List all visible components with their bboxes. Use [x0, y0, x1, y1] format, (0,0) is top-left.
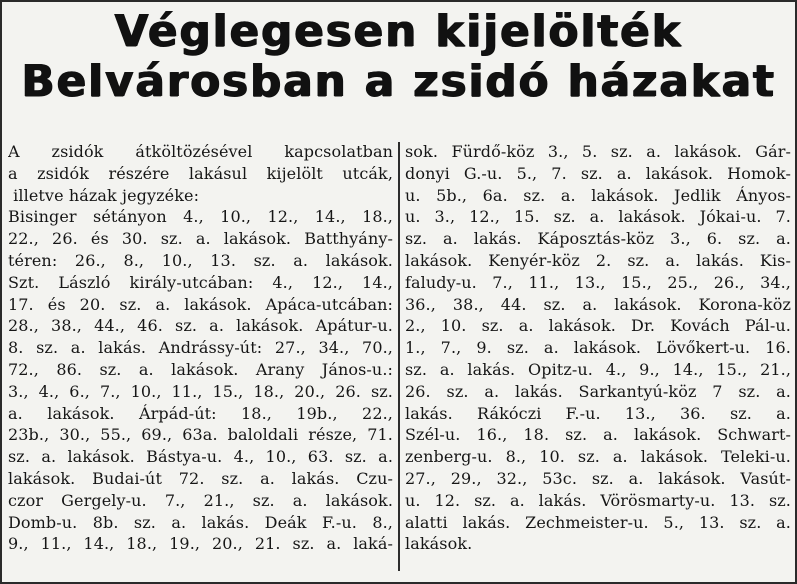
text-line: 2., 10. sz. a. lakások. Dr. Kovách Pál-u.	[405, 316, 791, 336]
text-line: 3., 4., 6., 7., 10., 11., 15., 18., 20., 26. sz.	[8, 381, 393, 401]
text-line: sz. a. lakások. Bástya-u. 4., 10., 63. sz. a.	[8, 447, 393, 467]
text-line: lakások. Kenyér-köz 2. sz. a. lakás. Kis-	[405, 250, 791, 270]
text-line: sz. a. lakás. Opitz-u. 4., 9., 14., 15., 21.,	[405, 359, 791, 379]
text-line: 8. sz. a. lakás. Andrássy-út: 27., 34., 70.,	[8, 338, 393, 358]
text-line: illetve házak jegyzéke:	[8, 185, 200, 205]
text-line: lakások. Budai-út 72. sz. a. lakás. Czu-	[8, 468, 393, 488]
text-line: alatti lakás. Zechmeister-u. 5., 13. sz. a.	[405, 512, 791, 532]
headline-line-1: Véglegesen kijelölték	[114, 6, 683, 57]
text-line: u. 12. sz. a. lakás. Vörösmarty-u. 13. sz.	[405, 490, 791, 510]
text-line: 9., 11., 14., 18., 19., 20., 21. sz. a. laká-	[8, 534, 393, 554]
text-line: a. lakások. Árpád-út: 18., 19b., 22.,	[8, 403, 393, 423]
right-column	[405, 141, 791, 555]
headline	[16, 7, 781, 107]
text-line: lakás. Rákóczi F.-u. 13., 36. sz. a.	[405, 403, 791, 423]
text-line: 28., 38., 44., 46. sz. a. lakások. Apátur-u.	[8, 316, 393, 336]
text-line: a zsidók részére lakásul kijelölt utcák,	[8, 163, 393, 183]
column-divider	[398, 142, 400, 571]
text-line: 22., 26. és 30. sz. a. lakások. Batthyány-	[8, 229, 393, 249]
text-line: u. 3., 12., 15. sz. a. lakások. Jókai-u. 7.	[405, 207, 791, 227]
text-line: Szél-u. 16., 18. sz. a. lakások. Schwart-	[405, 425, 791, 445]
text-line: 36., 38., 44. sz. a. lakások. Korona-köz	[405, 294, 791, 314]
text-line: sok. Fürdő-köz 3., 5. sz. a. lakások. Gár-	[405, 142, 791, 161]
text-line: czor Gergely-u. 7., 21., sz. a. lakások.	[8, 490, 393, 510]
text-line: u. 5b., 6a. sz. a. lakások. Jedlik Ányos-	[405, 185, 791, 205]
text-line: Bisinger sétányon 4., 10., 12., 14., 18.,	[8, 207, 393, 227]
text-line: Domb-u. 8b. sz. a. lakás. Deák F.-u. 8.,	[8, 512, 393, 532]
left-column	[8, 141, 393, 555]
text-line: 17. és 20. sz. a. lakások. Apáca-utcában:	[8, 294, 393, 314]
text-line: zenberg-u. 8., 10. sz. a. lakások. Teleki-u.	[405, 447, 791, 467]
text-line: sz. a. lakás. Káposztás-köz 3., 6. sz. a.	[405, 229, 791, 249]
text-line: 1., 7., 9. sz. a. lakások. Lövőkert-u. 16.	[405, 338, 791, 358]
text-line: faludy-u. 7., 11., 13., 15., 25., 26., 34.,	[405, 272, 791, 292]
text-line: Szt. László király-utcában: 4., 12., 14.,	[8, 272, 393, 292]
text-line: A zsidók átköltözésével kapcsolatban	[8, 142, 393, 161]
text-line: lakások.	[405, 534, 473, 554]
text-line: 27., 29., 32., 53c. sz. a. lakások. Vasút-	[405, 468, 791, 488]
text-line: 26. sz. a. lakás. Sarkantyú-köz 7 sz. a.	[405, 381, 791, 401]
headline-line-2: Belvárosban a zsidó házakat	[21, 56, 776, 107]
text-line: téren: 26., 8., 10., 13. sz. a. lakások.	[8, 250, 393, 270]
text-line: donyi G.-u. 5., 7. sz. a. lakások. Homok-	[405, 163, 791, 183]
text-line: 23b., 30., 55., 69., 63a. baloldali része, 71.	[8, 425, 393, 445]
text-line: 72., 86. sz. a. lakások. Arany János-u.:	[8, 359, 393, 379]
